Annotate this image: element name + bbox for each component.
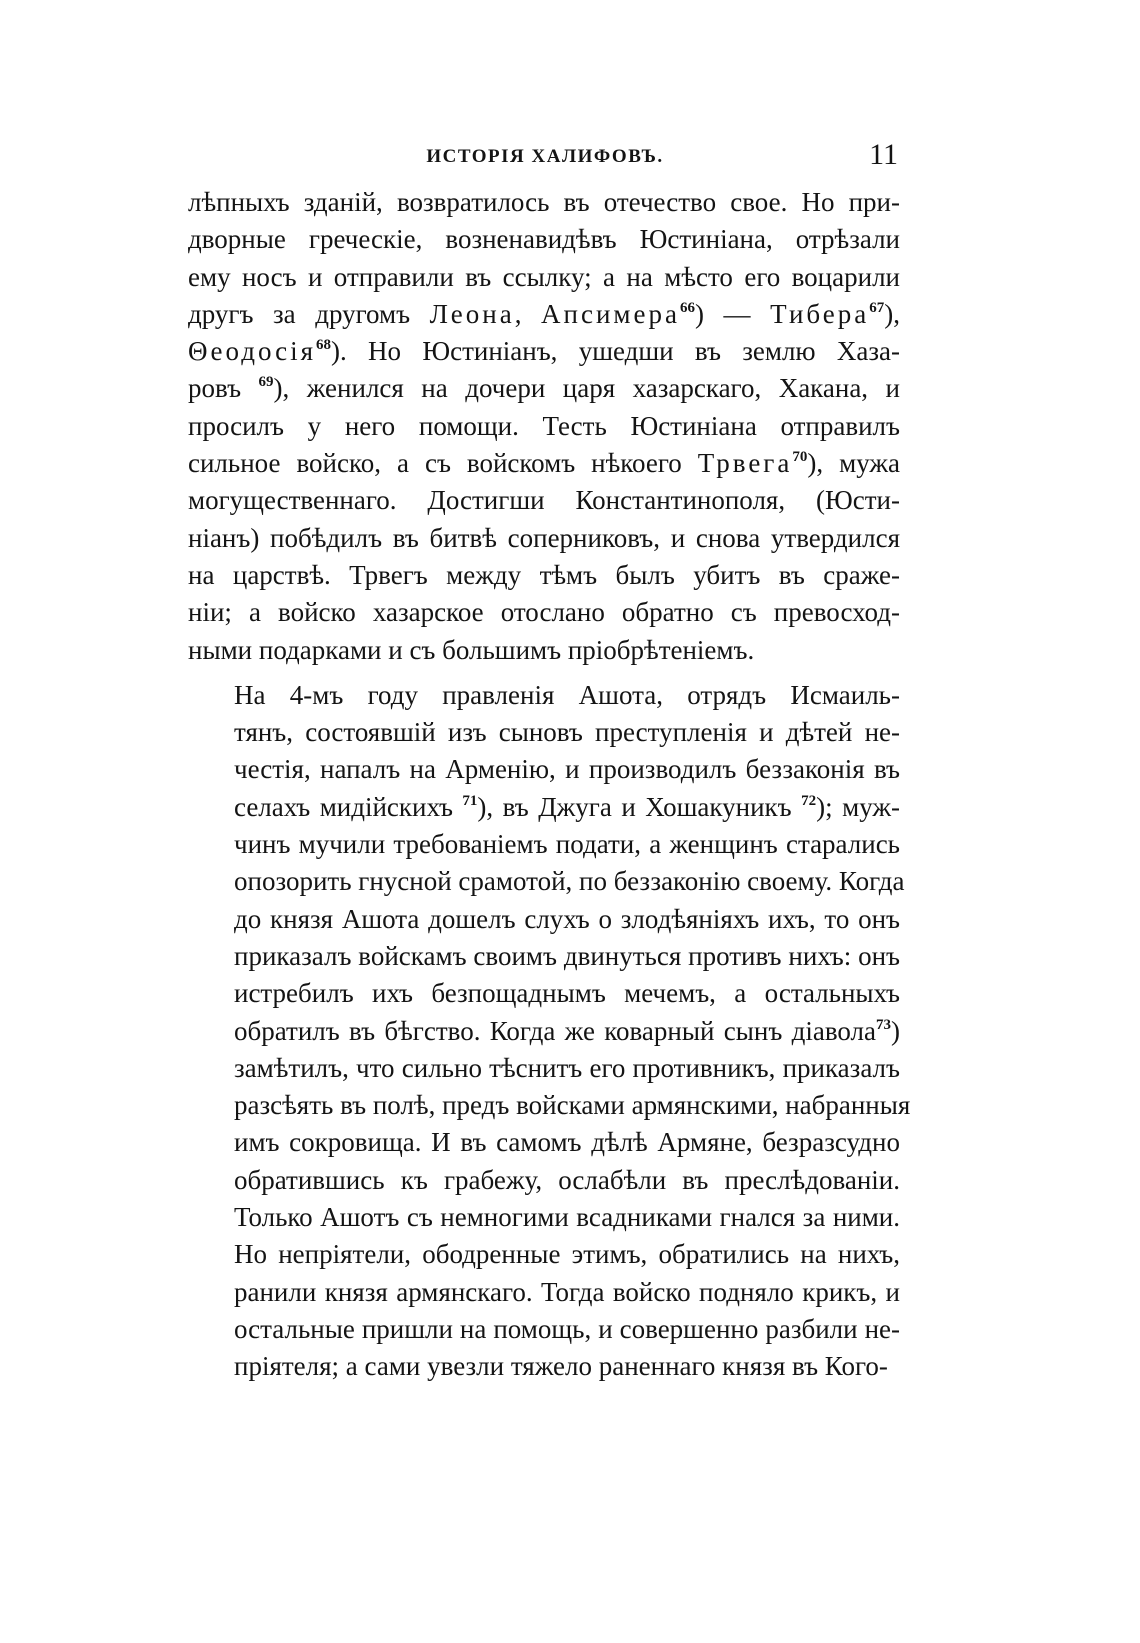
text-line [188,1087,911,1124]
footnote-marker: 73 [876,1016,891,1033]
text-line [188,520,900,557]
text-line [188,1348,900,1385]
text-segment: ). Но Юстиніанъ, ушедши въ землю Хаза- [331,336,900,367]
text-line [188,975,900,1012]
text-line [188,1311,900,1348]
text-segment: до князя Ашота дошелъ слухъ о злодѣяніяхъ ихъ, то онъ [234,903,900,934]
text-segment: ніи; а войско хазарское отослано обратно съ превосход- [188,597,900,628]
text-line [188,370,900,407]
spaced-name: Леона [429,298,515,329]
text-segment: селахъ мидійскихъ [234,791,463,822]
text-line [188,221,900,258]
text-segment: обратившись къ грабежу, ослабѣли въ преслѣдованіи. [234,1164,900,1195]
text-line [188,296,900,333]
text-segment: На 4-мъ году правленія Ашота, отрядъ Исмаиль- [234,679,900,710]
text-line [188,1050,900,1087]
text-line [188,445,900,482]
text-segment: лѣпныхъ зданій, возвратилось въ отечество свое. Но при- [188,187,900,217]
text-line [188,1236,900,1273]
spaced-name: Тибера [770,298,870,329]
text-segment: ровъ [188,373,259,404]
text-line [188,333,900,370]
text-line [188,1274,900,1311]
text-line [188,863,905,900]
spaced-name: Трвега [697,448,793,479]
spaced-name: Апсимера [541,298,680,329]
text-segment: обратилъ въ бѣгство. Когда же коварный сынъ діавола [234,1015,876,1046]
text-segment: на царствѣ. Трвегъ между тѣмъ былъ убитъ въ сраже- [188,559,900,590]
text-segment: имъ сокровища. И въ самомъ дѣлѣ Армяне, безразсудно [234,1127,900,1158]
paragraph [188,677,911,1386]
text-segment: истребилъ ихъ безпощаднымъ мечемъ, а остальныхъ [234,978,900,1009]
text-segment: сильное войско, а съ войскомъ нѣкоего [188,448,698,479]
footnote-marker: 70 [792,449,808,466]
text-segment: пріятеля; а сами увезли тяжело раненнаго князя въ Кого- [234,1351,888,1382]
text-line [188,1199,900,1236]
spaced-name: Θеодосія [188,336,317,367]
text-line [188,751,900,788]
text-segment: тянъ, состоявшій изъ сыновъ преступленія и дѣтей не- [234,717,900,748]
footnote-marker: 66 [679,299,695,316]
footnote-marker: 67 [869,299,885,316]
text-line [188,632,900,669]
text-segment: , [514,298,542,329]
footnote-marker: 69 [258,374,274,391]
text-segment: ), мужа [807,448,900,479]
text-segment: ); муж- [816,791,900,822]
text-segment: разсѣять въ полѣ, предъ войсками армянскими, набранныя [234,1090,911,1121]
paragraph [188,184,900,669]
text-segment: ніанъ) побѣдилъ въ битвѣ соперниковъ, и снова утвердился [188,522,900,553]
text-segment: Только Ашотъ съ немногими всадниками гнался за ними. [234,1202,900,1233]
footnote-marker: 71 [462,792,478,809]
text-segment: опозорить гнусной срамотой, по беззаконію своему. Когда [234,866,905,897]
text-segment: ранили князя армянскаго. Тогда войско подняло крикъ, и [234,1276,900,1307]
body-text [188,184,911,1386]
text-line [188,714,900,751]
text-segment: дворные греческіе, возненавидѣвъ Юстиніана, отрѣзали [188,224,900,255]
running-title: ИСТОРІЯ ХАЛИФОВЪ. [426,146,664,167]
text-line [188,789,900,826]
text-segment: ными подарками и съ большимъ пріобрѣтеніемъ. [188,634,755,665]
text-line [188,557,900,594]
text-line [188,259,900,296]
text-line [188,677,900,714]
text-segment: остальные пришли на помощь, и совершенно разбили не- [234,1313,900,1344]
text-line [188,408,900,445]
text-segment: ), [884,298,901,329]
text-segment: честія, напалъ на Арменію, и производилъ беззаконія въ [234,754,900,785]
footnote-marker: 68 [316,337,332,354]
text-segment: другъ за другомъ [188,298,430,329]
text-line [188,901,900,938]
text-segment: ), женился на дочери царя хазарскаго, Хакана, и [273,373,900,404]
text-line [188,482,900,519]
footnote-marker: 72 [801,792,817,809]
text-line [188,1124,900,1161]
text-segment: ) — [694,298,771,329]
text-line [188,1013,900,1050]
text-line [188,594,900,631]
text-line [188,938,900,975]
text-segment: могущественнаго. Достигши Константинополя, (Юсти- [188,485,900,516]
text-segment: приказалъ войскамъ своимъ двинуться противъ нихъ: онъ [234,940,900,971]
text-segment: замѣтилъ, что сильно тѣснитъ его противникъ, приказалъ [234,1052,900,1083]
text-segment: просилъ у него помощи. Тесть Юстиніана отправилъ [188,410,900,441]
page-number: 11 [869,138,898,171]
text-segment: ) [891,1015,900,1046]
text-line [188,826,900,863]
text-segment: ), въ Джуга и Хошакуникъ [477,791,802,822]
text-segment: ему носъ и отправили въ ссылку; а на мѣсто его воцарили [188,261,900,292]
page-header [190,138,900,174]
text-line [188,184,900,221]
text-line [188,1162,900,1199]
text-segment: чинъ мучили требованіемъ подати, а женщинъ старались [234,829,900,860]
text-segment: Но непріятели, ободренные этимъ, обратились на нихъ, [234,1239,900,1270]
